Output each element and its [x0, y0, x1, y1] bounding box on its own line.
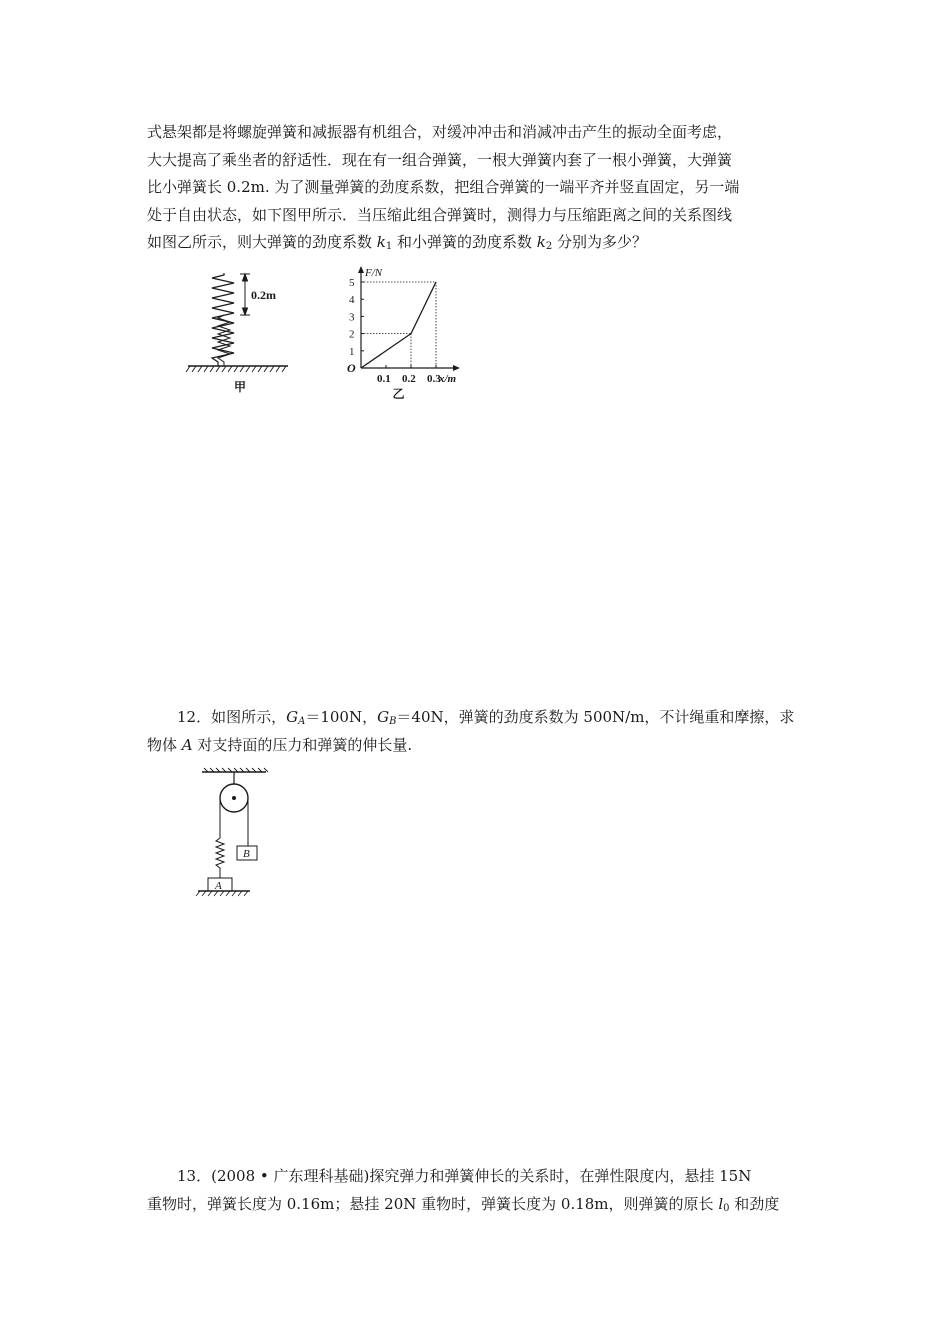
force-line [361, 282, 436, 368]
p11-line-2: 大大提高了乘坐者的舒适性．现在有一组合弹簧，一根大弹簧内套了一根小弹簧，大弹簧 [147, 150, 733, 169]
dimension-marker [240, 274, 250, 315]
caption-jia: 甲 [234, 380, 247, 394]
x-axis-arrow [453, 365, 460, 371]
caption-yi: 乙 [392, 387, 405, 401]
p11-line-1: 式悬架都是将螺旋弹簧和减振器有机组合，对缓冲冲击和消减冲击产生的振动全面考虑， [147, 123, 733, 141]
problem-11-text [147, 119, 807, 257]
block-b-label: B [243, 848, 250, 860]
p12-line-2: 物体 A 对支持面的压力和弹簧的伸长量. [147, 735, 413, 754]
p11-line-3: 比小弹簧长 0.2m. 为了测量弹簧的劲度系数，把组合弹簧的一端平齐并竖直固定，另一端 [147, 178, 740, 196]
x-axis-label: x/m [439, 373, 457, 385]
p11-line-5: 如图乙所示，则大弹簧的劲度系数 $k_1$ 和小弹簧的劲度系数 $k_2$ 分别为多少？ [147, 233, 648, 252]
y-axis-arrow [358, 266, 364, 273]
y-tick-label: 2 [349, 328, 355, 341]
block-a-label: A [215, 880, 222, 892]
small-spring [218, 315, 230, 366]
y-tick-label: 5 [349, 277, 355, 289]
problem-13-text [147, 1163, 807, 1218]
y-axis-label: F/N [365, 267, 383, 279]
p13-line-2: 重物时，弹簧长度为 0.16m；悬挂 20N 重物时，弹簧长度为 0.18m，则弹簧的原长 $l_0$ 和劲度 [147, 1194, 780, 1214]
figure-yi-chart [335, 266, 495, 406]
x-tick-label: 0.2 [402, 373, 416, 385]
y-tick-label: 4 [349, 294, 355, 307]
p11-line-4: 处于自由状态，如下图甲所示．当压缩此组合弹簧时，测得力与压缩距离之间的关系图线 [147, 205, 733, 224]
dimension-label: 0.2m [251, 288, 276, 302]
origin-label: O [347, 361, 356, 375]
x-tick-label: 0.1 [377, 373, 391, 385]
x-tick-label: 0.3 [427, 373, 441, 385]
p13-line-1: 13．(2008 • 广东理科基础)探究弹力和弹簧伸长的关系时，在弹性限度内，悬挂 15N [177, 1167, 752, 1185]
p12-line-1: 12．如图所示，$G_A=100N$，$G_B=40N$，弹簧的劲度系数为 500N/m，不计绳重和摩擦，求 [177, 708, 795, 727]
spring [216, 838, 224, 878]
y-tick-label: 3 [349, 311, 355, 324]
figure-pulley [194, 768, 284, 898]
y-tick-label: 1 [349, 345, 355, 358]
figure-jia-springs [184, 272, 294, 397]
problem-12-text [147, 704, 807, 759]
